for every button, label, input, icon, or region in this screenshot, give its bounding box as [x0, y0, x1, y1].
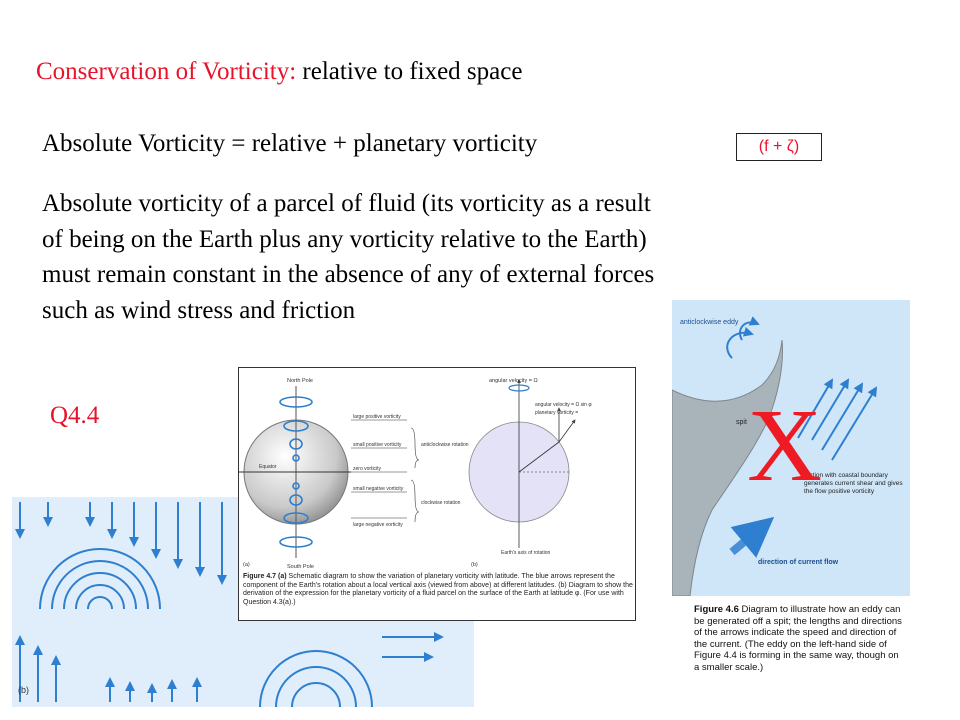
label-planetary-vorticity: planetary vorticity =	[535, 410, 579, 416]
figure-center-caption	[243, 573, 633, 607]
figure-planetary-vorticity	[238, 367, 636, 621]
formula-box: (f + ζ)	[736, 133, 822, 161]
slide-title	[36, 58, 522, 86]
label-small-positive: small positive vorticity	[353, 442, 402, 448]
figure-left-panel-label: (b)	[18, 685, 29, 695]
label-eddy: anticlockwise eddy	[680, 319, 739, 326]
label-spit: spit	[736, 419, 747, 426]
caption-figure-number-right: Figure 4.6	[694, 604, 739, 615]
title-black-part: relative to fixed space	[302, 58, 523, 85]
label-large-negative: large negative vorticity	[353, 522, 403, 528]
label-equator: Equator	[259, 464, 277, 470]
label-direction: direction of current flow	[758, 559, 839, 566]
label-angular-velocity: angular velocity = Ω	[489, 378, 538, 384]
label-north-pole: North Pole	[287, 378, 313, 384]
paragraph-line: must remain constant in the absence of any of external forces	[42, 261, 655, 288]
label-small-negative: small negative vorticity	[353, 486, 404, 492]
label-large-positive: large positive vorticity	[353, 414, 401, 420]
label-earth-axis: Earth's axis of rotation	[501, 550, 551, 556]
caption-figure-number: Figure 4.7 (a)	[243, 573, 287, 580]
label-clockwise: clockwise rotation	[421, 500, 461, 506]
label-south-pole: South Pole	[287, 564, 314, 570]
label-friction: friction with coastal boundary generates current shear and gives the flow positive vorticity	[804, 472, 903, 495]
paragraph-line: Absolute vorticity of a parcel of fluid (its vorticity as a result	[42, 190, 651, 217]
absolute-vorticity-equation: Absolute Vorticity = relative + planetary vorticity	[42, 130, 538, 157]
title-red-part: Conservation of Vorticity:	[36, 58, 297, 85]
question-label: Q4.4	[50, 402, 100, 429]
paragraph-line: such as wind stress and friction	[42, 296, 356, 324]
caption-text: Schematic diagram to show the variation of planetary vorticity with latitude. The blue arrows represent the component of the Earth's rotation about a local vertical axis (viewed from above) at different latitudes. (b) Diagram to show the derivation of the expression for the planetary vorticity of a fluid parcel on the surface of the Earth at latitude φ. (For use with Question 4.3(a).)	[243, 573, 633, 606]
label-panel-a: (a)	[243, 562, 250, 568]
label-panel-b: (b)	[471, 562, 478, 568]
label-zero: zero vorticity	[353, 466, 382, 472]
figure-right-caption	[694, 604, 904, 673]
label-angular-velocity-sin: angular velocity = Ω sin φ	[535, 402, 592, 408]
paragraph-line: of being on the Earth plus any vorticity relative to the Earth)	[42, 225, 647, 253]
caption-text-right: Diagram to illustrate how an eddy can be generated off a spit; the lengths and directions of the arrows indicate the speed and direction of the current. (The eddy on the left-hand side of Figure 4.4 is forming in the same way, though on a smaller scale.)	[694, 604, 902, 673]
x-mark: X	[747, 388, 823, 503]
label-anticlockwise: anticlockwise rotation	[421, 442, 469, 448]
